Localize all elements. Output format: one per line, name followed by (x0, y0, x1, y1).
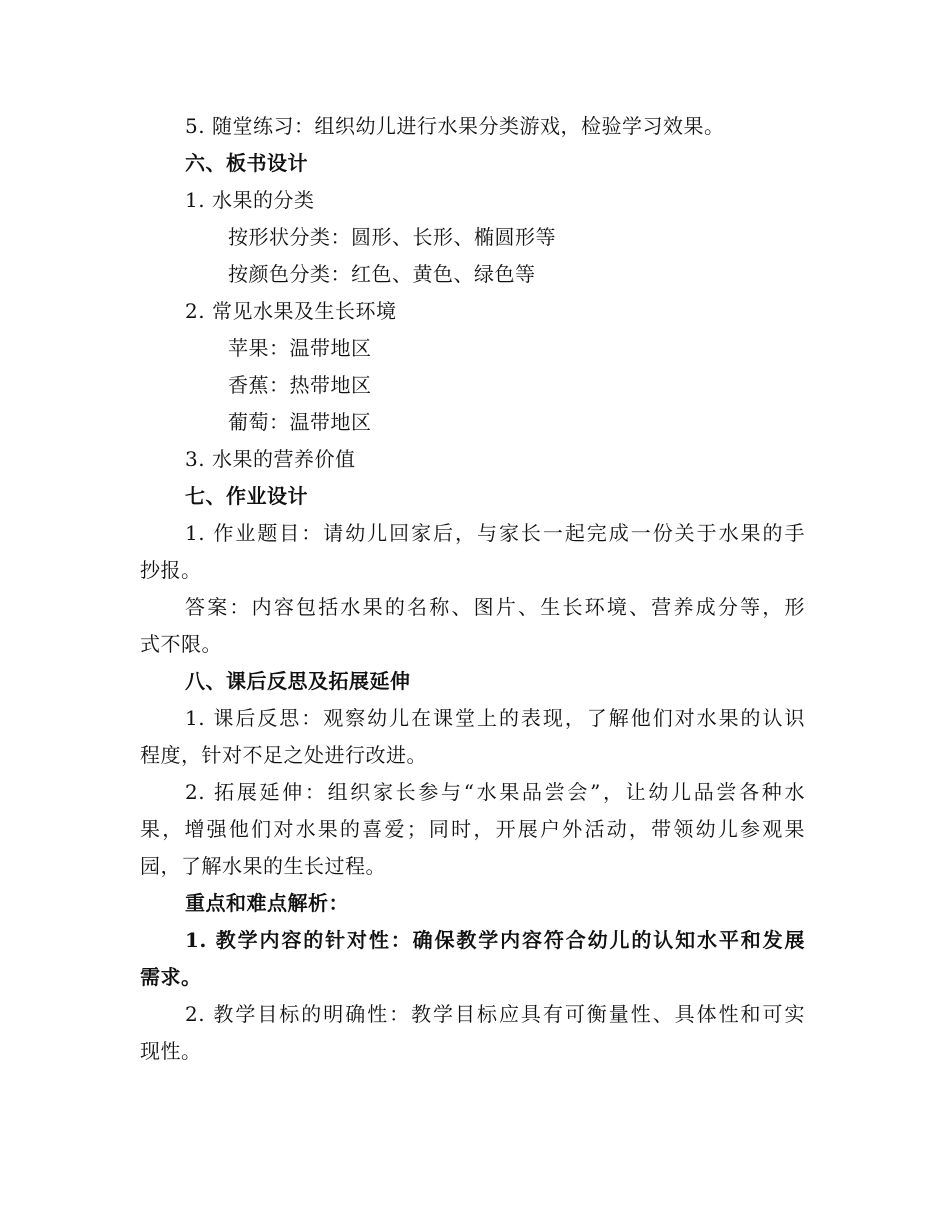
key-point-1-line-1: 1. 教学内容的针对性：确保教学内容符合幼儿的认知水平和发展 (185, 928, 805, 952)
blackboard-item-3: 3. 水果的营养价值 (185, 447, 356, 471)
homework-answer-line-2: 式不限。 (140, 632, 222, 656)
extension-line-1: 2. 拓展延伸：组织家长参与“水果品尝会”，让幼儿品尝各种水 (185, 780, 805, 804)
section-heading-reflection: 八、课后反思及拓展延伸 (185, 669, 411, 693)
blackboard-subitem-banana: 香蕉：热带地区 (228, 373, 372, 397)
key-point-2-line-2: 现性。 (140, 1039, 202, 1063)
reflection-line-1: 1. 课后反思：观察幼儿在课堂上的表现，了解他们对水果的认识 (185, 706, 805, 730)
homework-question-line-2: 抄报。 (140, 558, 202, 582)
practice-item-5: 5. 随堂练习：组织幼儿进行水果分类游戏，检验学习效果。 (185, 114, 725, 138)
extension-line-2: 果，增强他们对水果的喜爱；同时，开展户外活动，带领幼儿参观果 (140, 817, 805, 841)
extension-line-3: 园，了解水果的生长过程。 (140, 854, 386, 878)
blackboard-subitem-apple: 苹果：温带地区 (228, 336, 372, 360)
homework-question-line-1: 1. 作业题目：请幼儿回家后，与家长一起完成一份关于水果的手 (185, 521, 805, 545)
blackboard-subitem-grape: 葡萄：温带地区 (228, 410, 372, 434)
blackboard-subitem-color: 按颜色分类：红色、黄色、绿色等 (228, 262, 536, 286)
section-heading-homework-design: 七、作业设计 (185, 484, 308, 508)
blackboard-item-2: 2. 常见水果及生长环境 (185, 299, 397, 323)
section-heading-blackboard-design: 六、板书设计 (185, 151, 308, 175)
homework-answer-line-1: 答案：内容包括水果的名称、图片、生长环境、营养成分等，形 (185, 595, 805, 619)
key-points-heading: 重点和难点解析： (185, 891, 349, 915)
key-point-2-line-1: 2. 教学目标的明确性：教学目标应具有可衡量性、具体性和可实 (185, 1002, 805, 1026)
reflection-line-2: 程度，针对不足之处进行改进。 (140, 743, 427, 767)
blackboard-subitem-shape: 按形状分类：圆形、长形、椭圆形等 (228, 225, 556, 249)
blackboard-item-1: 1. 水果的分类 (185, 188, 315, 212)
key-point-1-line-2: 需求。 (140, 965, 202, 989)
